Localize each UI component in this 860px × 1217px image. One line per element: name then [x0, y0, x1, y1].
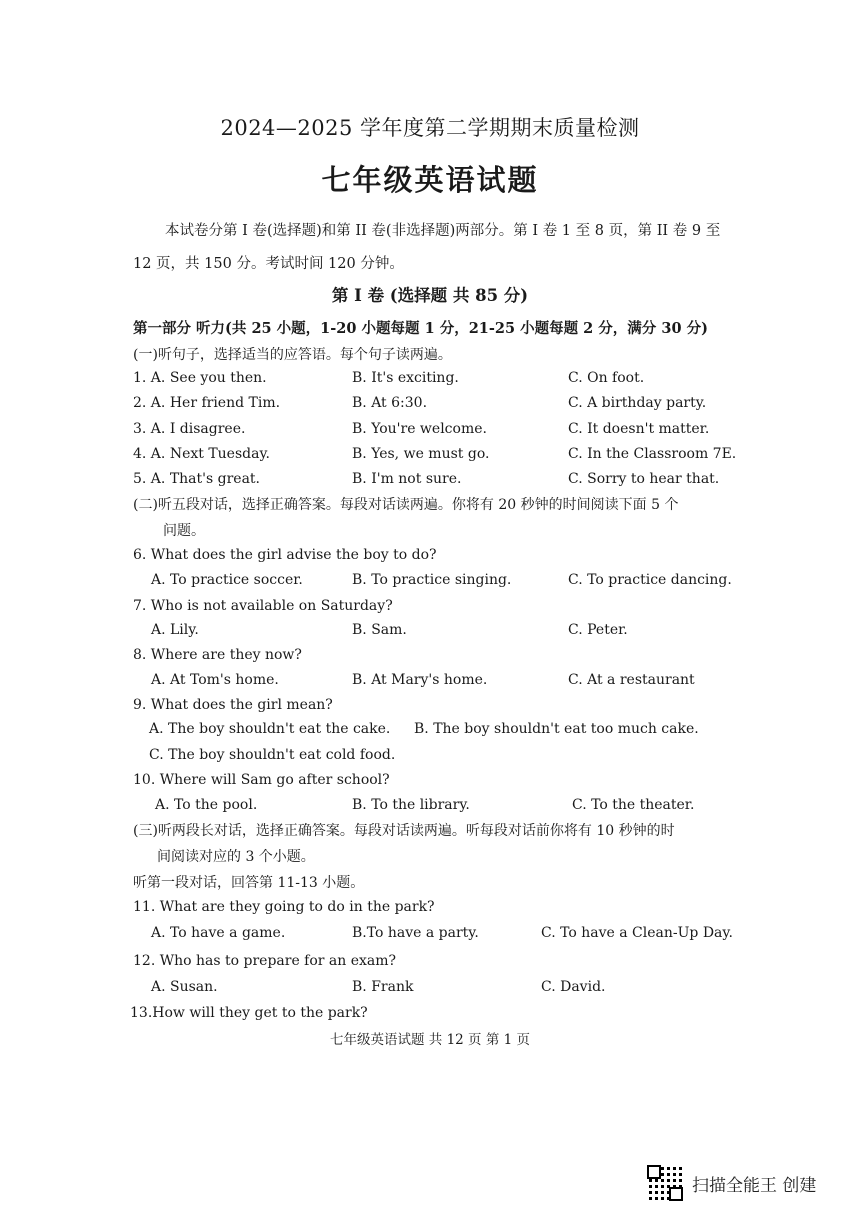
- option-a: A. To have a game.: [151, 925, 286, 941]
- page-footer: 七年级英语试题 共 12 页 第 1 页: [329, 1032, 530, 1048]
- question-row: [0, 421, 860, 446]
- question-options: [0, 797, 860, 822]
- option-b: B. You're welcome.: [352, 421, 487, 437]
- question-stem: [0, 953, 860, 978]
- option-a: 1. A. See you then.: [133, 370, 267, 386]
- question-text: 8. Where are they now?: [133, 647, 302, 663]
- question-text: 11. What are they going to do in the park?: [133, 899, 435, 915]
- option-c: C. To the theater.: [572, 797, 695, 813]
- option-a: 5. A. That's great.: [133, 471, 260, 487]
- option-a: A. Lily.: [151, 622, 199, 638]
- option-c: C. At a restaurant: [568, 672, 695, 688]
- scanner-watermark: [646, 1163, 816, 1203]
- sub3-instruction-cont: [0, 846, 860, 871]
- question-stem: [0, 1005, 860, 1030]
- question-options: [0, 672, 860, 697]
- qr-code-icon: [646, 1164, 684, 1202]
- option-b: B. At 6:30.: [352, 395, 428, 411]
- question-text: 12. Who has to prepare for an exam?: [133, 953, 397, 969]
- sub2-text-line2: 问题。: [163, 523, 205, 539]
- exam-subtitle: 七年级英语试题: [321, 163, 539, 197]
- question-options: [0, 925, 860, 950]
- question-stem: [0, 547, 860, 572]
- option-b: B. Frank: [352, 979, 414, 995]
- part1-title-text: 第一部分 听力(共 25 小题，1-20 小题每题 1 分，21-25 小题每题 2 分，满分 30 分): [133, 320, 708, 337]
- question-text: 6. What does the girl advise the boy to do?: [133, 547, 437, 563]
- option-b: B. To the library.: [352, 797, 470, 813]
- sub1-instruction: [0, 344, 860, 369]
- question-row: [0, 471, 860, 496]
- option-c: C. It doesn't matter.: [568, 421, 710, 437]
- part1-title: [0, 317, 860, 342]
- question-text: 9. What does the girl mean?: [133, 697, 333, 713]
- section-title: 第 I 卷 (选择题 共 85 分): [331, 286, 529, 305]
- listen-text: 听第一段对话，回答第 11-13 小题。: [133, 875, 365, 891]
- sub3-instruction: [0, 820, 860, 845]
- option-a: A. To the pool.: [155, 797, 258, 813]
- option-a: 2. A. Her friend Tim.: [133, 395, 281, 411]
- question-text: 10. Where will Sam go after school?: [133, 772, 390, 788]
- sub2-instruction: [0, 494, 860, 519]
- option-c: C. A birthday party.: [568, 395, 707, 411]
- question-text: 7. Who is not available on Saturday?: [133, 598, 393, 614]
- question-options: [0, 747, 860, 772]
- question-row: [0, 395, 860, 420]
- option-b: B. It's exciting.: [352, 370, 459, 386]
- option-b: B. At Mary's home.: [352, 672, 488, 688]
- question-options: [0, 622, 860, 647]
- option-b: B. The boy shouldn't eat too much cake.: [414, 721, 699, 737]
- option-a: A. The boy shouldn't eat the cake.: [149, 721, 391, 737]
- option-a: 3. A. I disagree.: [133, 421, 246, 437]
- question-stem: [0, 772, 860, 797]
- exam-title: 2024—2025 学年度第二学期期末质量检测: [220, 116, 640, 140]
- question-options: [0, 721, 860, 746]
- question-row: [0, 446, 860, 471]
- question-stem: [0, 899, 860, 924]
- sub2-text-line1: (二)听五段对话，选择正确答案。每段对话读两遍。你将有 20 秒钟的时间阅读下面 5 个: [133, 497, 679, 513]
- sub2-instruction-cont: [0, 520, 860, 545]
- option-b: B.To have a party.: [352, 925, 479, 941]
- option-a: A. Susan.: [151, 979, 218, 995]
- listen-instruction: [0, 872, 860, 897]
- option-b: B. Yes, we must go.: [352, 446, 490, 462]
- option-c: C. Peter.: [568, 622, 628, 638]
- option-c: C. Sorry to hear that.: [568, 471, 720, 487]
- option-c: C. David.: [541, 979, 606, 995]
- option-a: A. To practice soccer.: [151, 572, 303, 588]
- option-b: B. To practice singing.: [352, 572, 512, 588]
- sub3-text-line2: 间阅读对应的 3 个小题。: [157, 849, 315, 865]
- option-c: C. In the Classroom 7E.: [568, 446, 737, 462]
- option-a: 4. A. Next Tuesday.: [133, 446, 270, 462]
- question-stem: [0, 598, 860, 623]
- question-stem: [0, 697, 860, 722]
- option-a: A. At Tom's home.: [151, 672, 279, 688]
- option-b: B. I'm not sure.: [352, 471, 462, 487]
- option-c: C. On foot.: [568, 370, 645, 386]
- option-c: C. The boy shouldn't eat cold food.: [149, 747, 396, 763]
- option-c: C. To practice dancing.: [568, 572, 732, 588]
- exam-intro: 本试卷分第 I 卷(选择题)和第 II 卷(非选择题)两部分。第 I 卷 1 至 8 页，第 II 卷 9 至 12 页，共 150 分。考试时间 120 分钟。: [133, 223, 721, 272]
- sub1-text: (一)听句子，选择适当的应答语。每个句子读两遍。: [133, 347, 452, 363]
- option-b: B. Sam.: [352, 622, 407, 638]
- watermark-text: 扫描全能王 创建: [692, 1175, 817, 1196]
- question-options: [0, 572, 860, 597]
- option-c: C. To have a Clean-Up Day.: [541, 925, 733, 941]
- question-stem: [0, 647, 860, 672]
- sub3-text-line1: (三)听两段长对话，选择正确答案。每段对话读两遍。听每段对话前你将有 10 秒钟的时: [133, 823, 675, 839]
- question-options: [0, 979, 860, 1004]
- question-text: 13.How will they get to the park?: [130, 1005, 368, 1021]
- question-row: [0, 370, 860, 395]
